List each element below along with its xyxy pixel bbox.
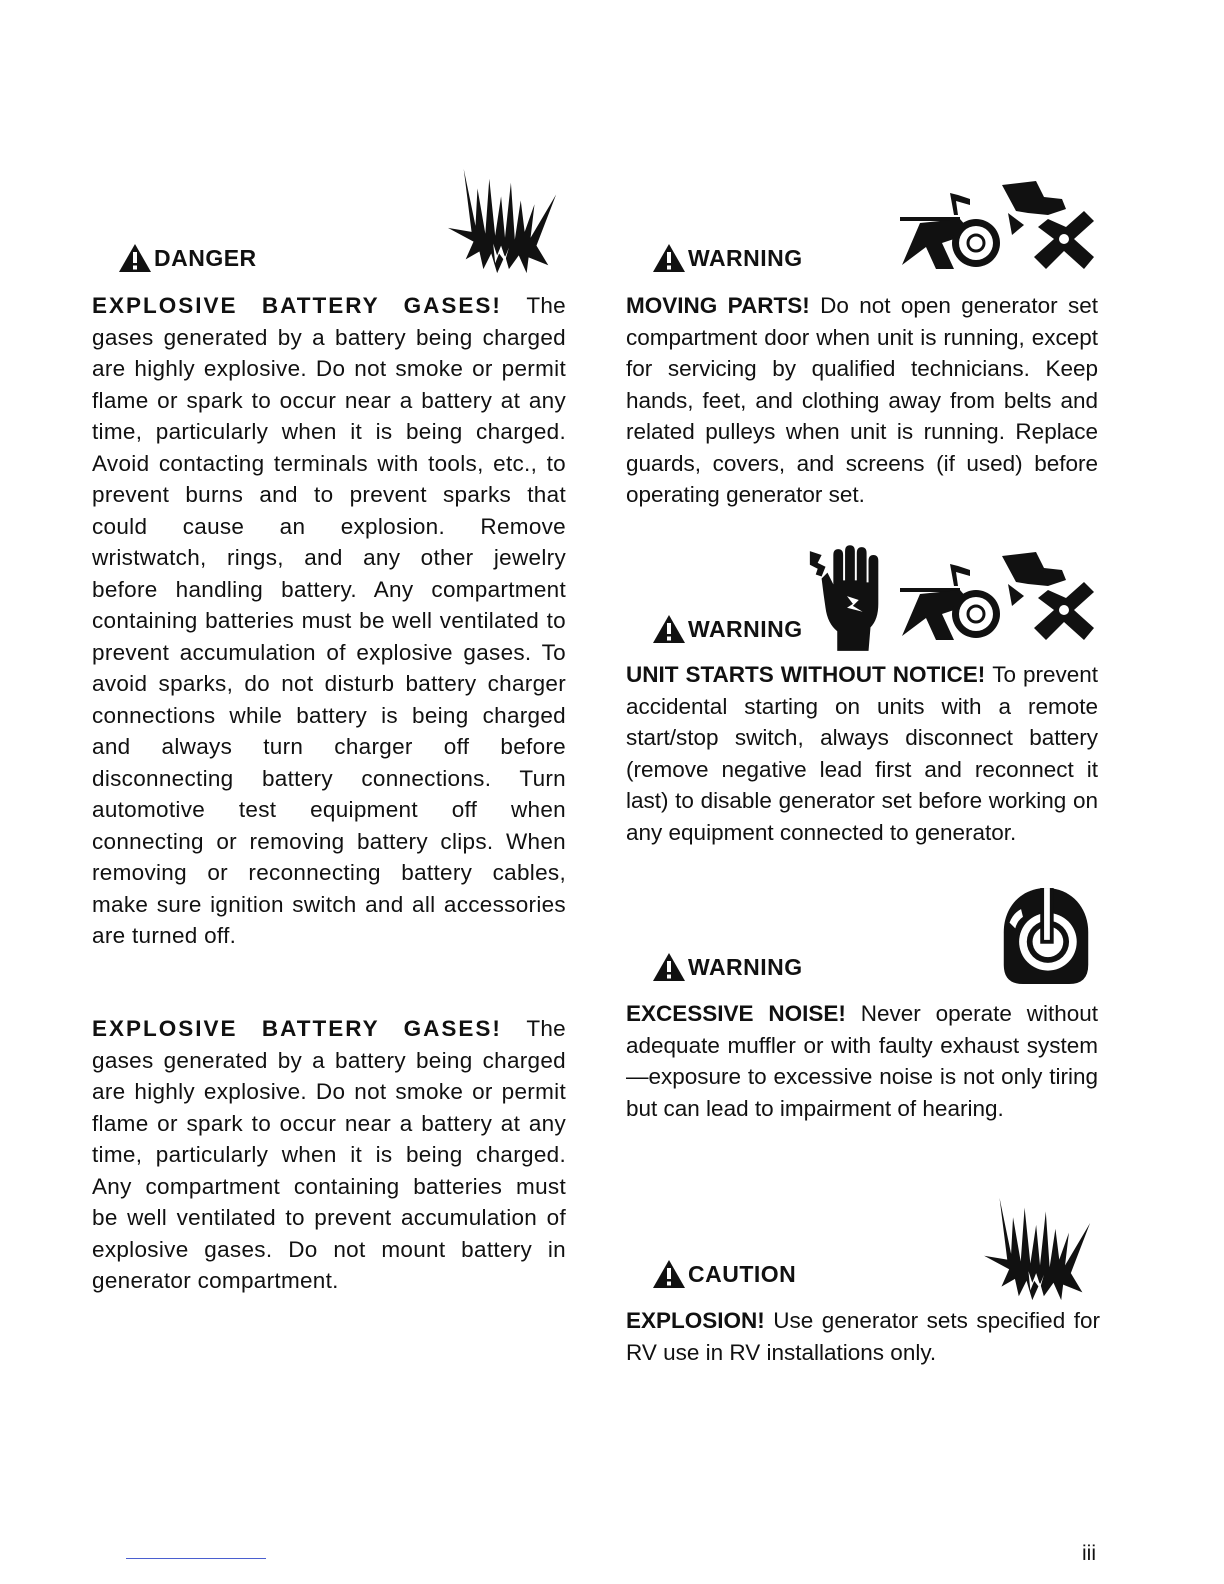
danger-label: DANGER bbox=[154, 244, 257, 271]
danger-header bbox=[118, 243, 257, 273]
block-lead: EXPLOSIVE BATTERY GASES! bbox=[92, 293, 527, 318]
block-lead: EXCESSIVE NOISE! bbox=[626, 1001, 861, 1026]
hearing-protection-icon bbox=[998, 884, 1094, 990]
block-lead: UNIT STARTS WITHOUT NOTICE! bbox=[626, 662, 993, 687]
battery-gases-text bbox=[92, 1013, 566, 1297]
block-body: The gases generated by a battery being charged are highly explosive. Do not smoke or permit flame or spark to occur near a battery at any time, particularly when it is being charged. Any compartment containing batteries must be well ventilated to prevent accumulation of explosive gases. Do not mount battery in generator compartment. bbox=[92, 1016, 566, 1293]
block-body: To prevent accidental starting on units with a remote start/stop switch, always disconnect battery (remove negative lead first and reconnect it last) to disable generator set before working on any equipment connected to generator. bbox=[626, 662, 1099, 845]
explosion-icon bbox=[982, 1196, 1098, 1302]
warning-label: WARNING bbox=[688, 953, 803, 980]
caution-label: CAUTION bbox=[688, 1260, 797, 1287]
warning-triangle-icon bbox=[652, 952, 686, 982]
explosion-text bbox=[626, 1305, 1100, 1368]
danger-battery-gases-text bbox=[92, 290, 566, 952]
warning-label: WARNING bbox=[688, 615, 803, 642]
unit-starts-text bbox=[626, 659, 1098, 848]
block-body: Use generator sets specified for RV use in RV installations only. bbox=[626, 1308, 1100, 1365]
block-lead: EXPLOSIVE BATTERY GASES! bbox=[92, 1016, 527, 1041]
block-lead: EXPLOSION! bbox=[626, 1308, 774, 1333]
explosion-icon bbox=[446, 166, 564, 276]
block-body: The gases generated by a battery being charged are highly explosive. Do not smoke or permit flame or spark to occur near a battery at any time, particularly when it is being charged. Avoid contacting terminals with tools, etc., to prevent burns and to prevent sparks that could cause an explosion. Remove wristwatch, rings, and any other jewelry before handling battery. Any compartment containing batteries must be well ventilated to prevent accumulation of explosive gases. To avoid sparks, do not disturb battery charger connections while battery is being charged and always turn charger off before disconnecting battery connections. Turn automotive test equipment off when connecting or removing battery clips. When removing or reconnecting battery cables, make sure ignition switch and all accessories are turned off. bbox=[92, 293, 566, 948]
warning-label: WARNING bbox=[688, 244, 803, 271]
moving-parts-icon bbox=[898, 545, 1098, 651]
warning-triangle-icon bbox=[652, 1259, 686, 1289]
warning-header-unit-starts bbox=[652, 614, 803, 644]
block-body: Do not open generator set compartment door when unit is running, except for servicing by qualified technicians. Keep hands, feet, and clothing away from belts and related pulleys when unit is running. Replace guards, covers, and screens (if used) before operating generator set. bbox=[626, 293, 1098, 507]
caution-header bbox=[652, 1259, 796, 1289]
moving-parts-text bbox=[626, 290, 1098, 511]
page-number: iii bbox=[1082, 1542, 1096, 1565]
block-body: Never operate without adequate muffler or with faulty exhaust system—exposure to excessive noise is not only tiring but can lead to impairment of hearing. bbox=[626, 1001, 1098, 1121]
electric-shock-hand-icon bbox=[804, 545, 892, 653]
bottom-rule bbox=[126, 1558, 266, 1559]
warning-header-noise bbox=[652, 952, 803, 982]
block-lead: MOVING PARTS! bbox=[626, 293, 821, 318]
warning-header-moving-parts bbox=[652, 243, 803, 273]
warning-triangle-icon bbox=[652, 243, 686, 273]
warning-triangle-icon bbox=[118, 243, 152, 273]
moving-parts-icon bbox=[898, 176, 1098, 278]
excessive-noise-text bbox=[626, 998, 1098, 1124]
warning-triangle-icon bbox=[652, 614, 686, 644]
